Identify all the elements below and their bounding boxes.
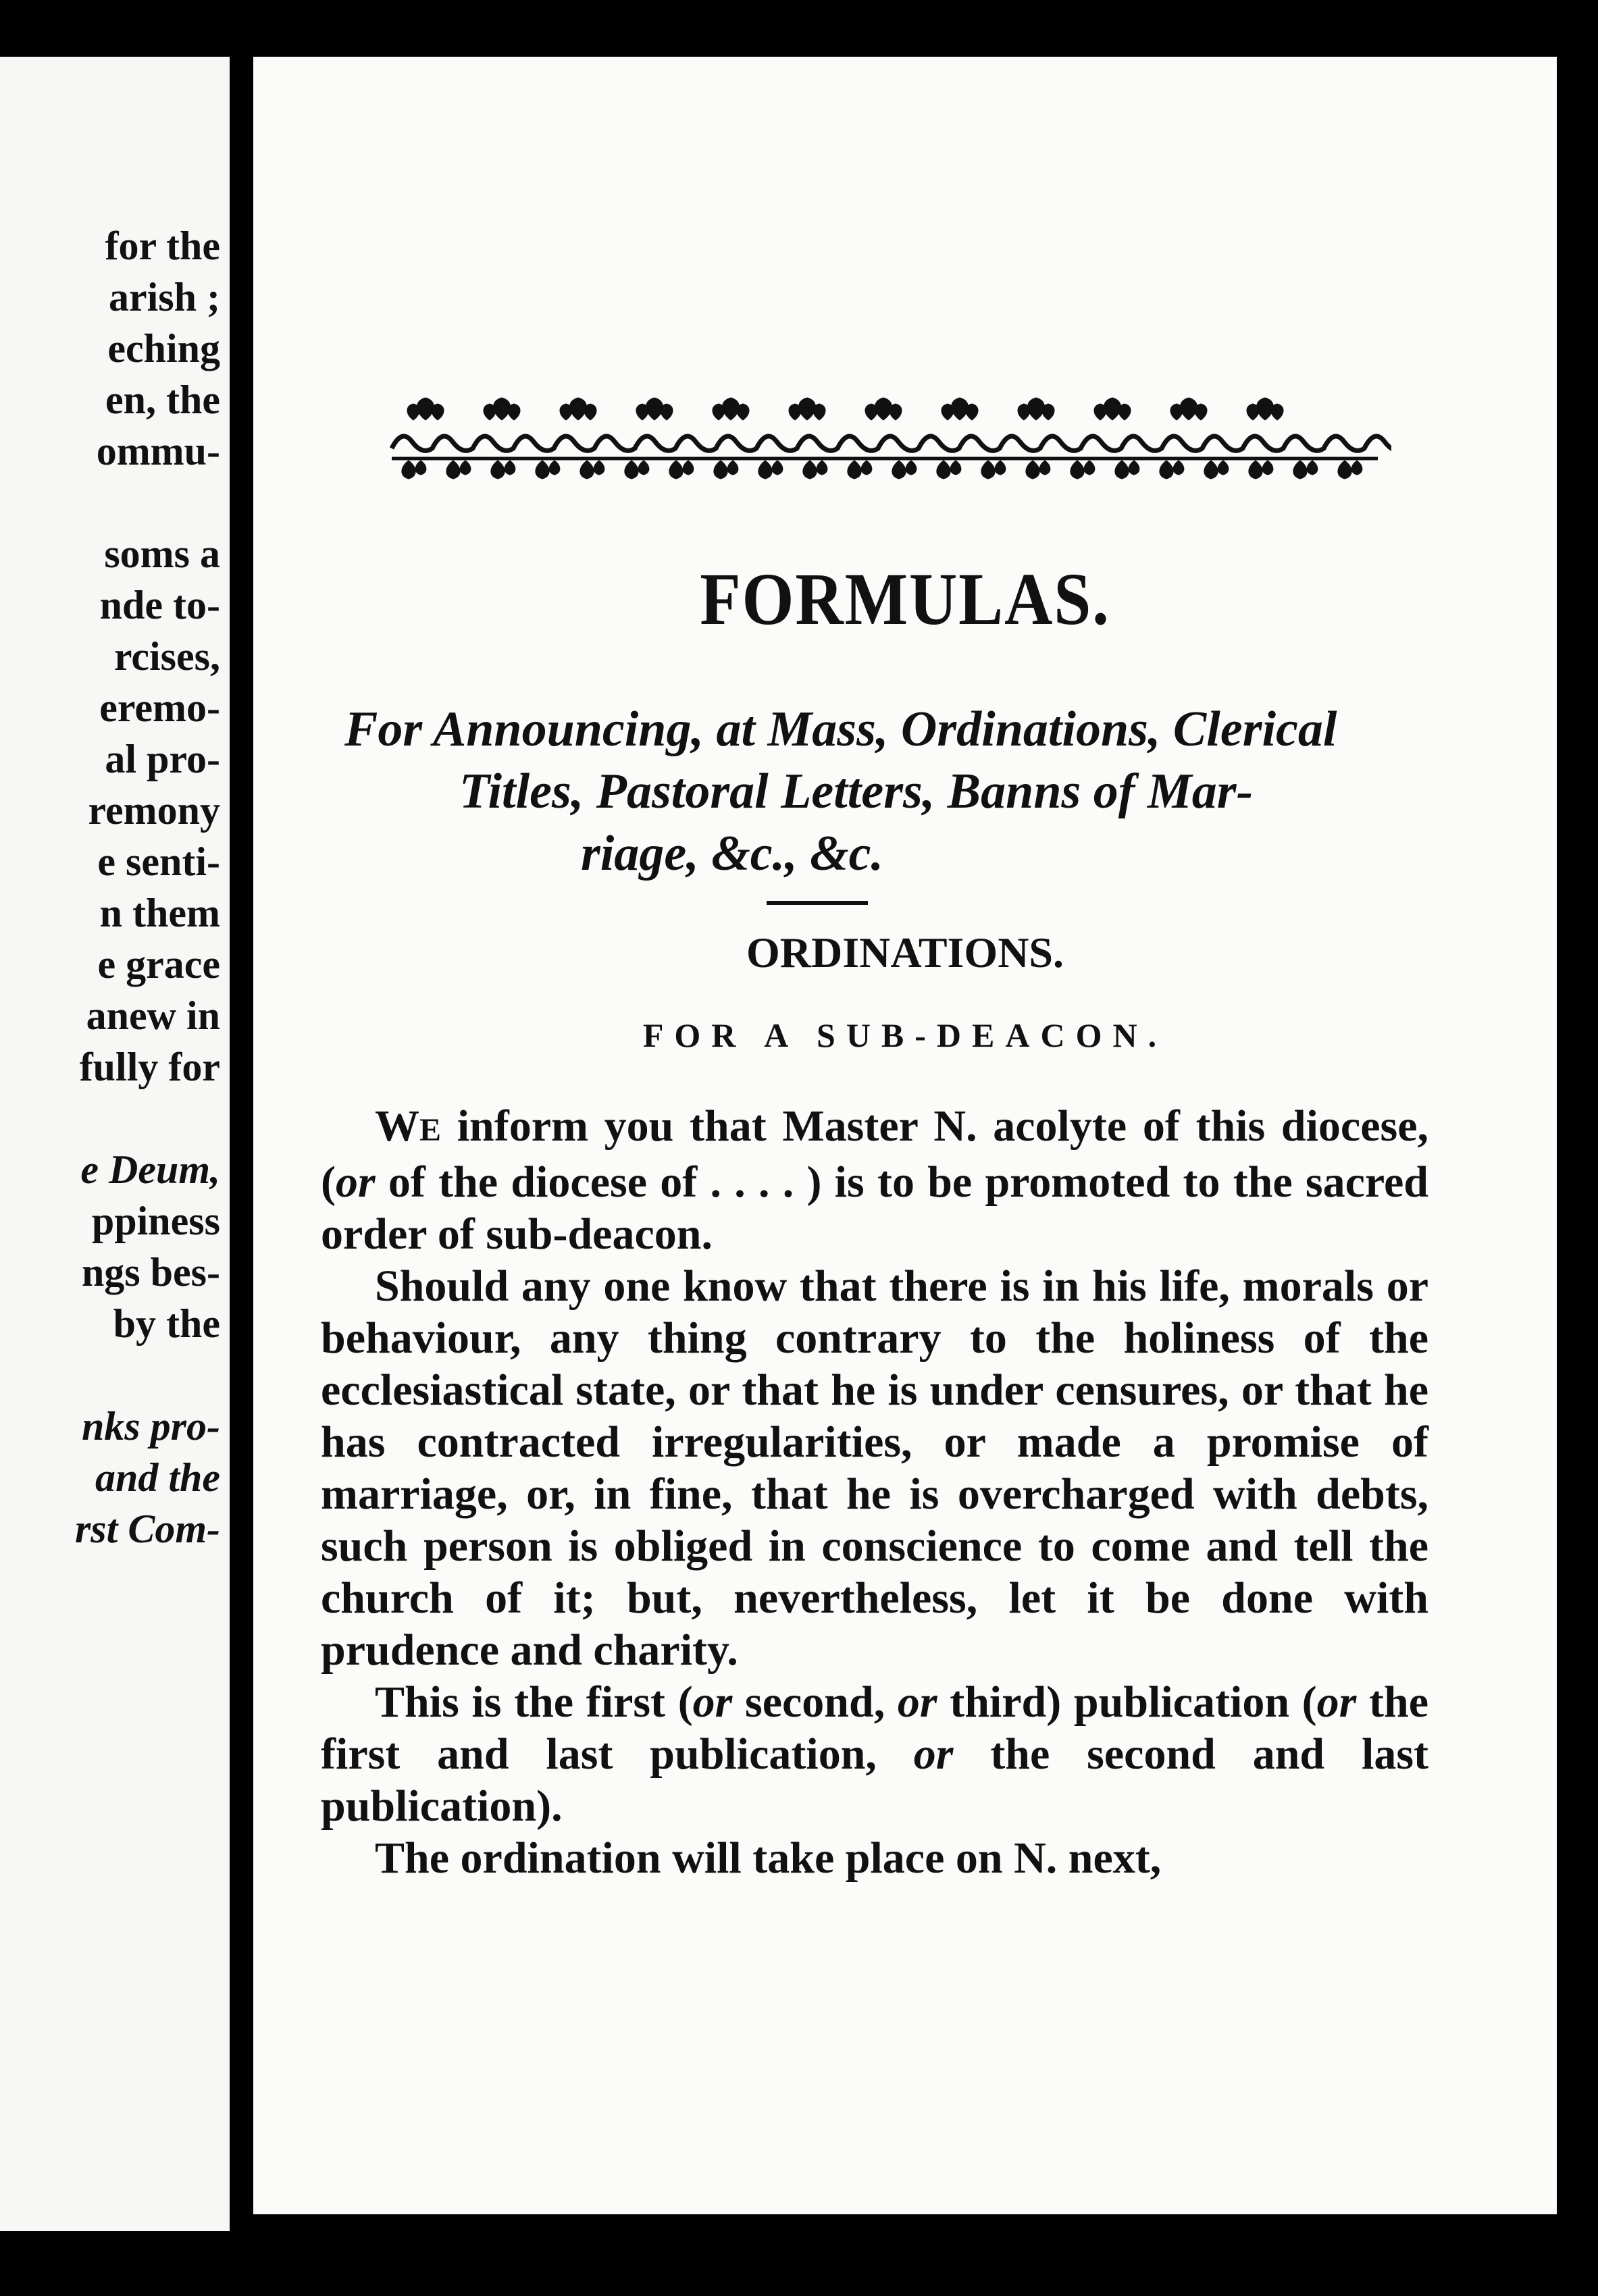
- left-page-line: ngs bes-: [81, 1250, 220, 1295]
- vine-ornament-icon: [378, 340, 1391, 502]
- left-page-line: e Deum,: [80, 1147, 220, 1192]
- paragraph-3-text-b: second,: [732, 1677, 898, 1727]
- paragraph-3-or-4: or: [913, 1729, 954, 1779]
- paragraph-3-text-e: the second and last publication).: [321, 1729, 1428, 1831]
- left-page-line: nde to-: [99, 583, 220, 627]
- left-page-line: e grace: [97, 942, 220, 987]
- left-page-line: ppiness: [91, 1199, 220, 1243]
- left-page-line: for the: [105, 224, 220, 268]
- left-page-line: eching: [107, 326, 220, 371]
- small-caps-letter: E: [419, 1112, 442, 1148]
- paragraph-3-text-d: the first and last publication,: [321, 1677, 1429, 1779]
- paragraph-3-or-3: or: [1316, 1677, 1357, 1727]
- paragraph-1: [321, 1100, 1428, 1260]
- section-heading: ORDINATIONS.: [746, 929, 1064, 976]
- drop-letter: W: [375, 1101, 419, 1151]
- paragraph-3-text-c: third) publication (: [937, 1677, 1317, 1727]
- left-page-line: n them: [99, 891, 220, 935]
- subtitle-line-1: For Announcing, at Mass, Ordinations, Clerical: [344, 702, 1337, 757]
- left-page-line: nks pro-: [81, 1404, 220, 1449]
- left-page-line: arish ;: [109, 275, 220, 319]
- left-page-line: and the: [95, 1455, 220, 1500]
- body-text: [321, 1100, 1428, 1884]
- paragraph-3-or-1: or: [692, 1677, 733, 1727]
- subtitle-line-3: riage, &c., &c.: [581, 826, 884, 881]
- left-page-line: en, the: [105, 377, 220, 422]
- left-page-line: rst Com-: [74, 1507, 220, 1551]
- left-facing-page: [0, 57, 230, 2231]
- left-page-line: fully for: [79, 1045, 220, 1089]
- page-subtitle: [344, 698, 1439, 885]
- page-title: FORMULAS.: [700, 558, 1110, 640]
- paragraph-4: The ordination will take place on N. next,: [375, 1833, 1162, 1883]
- paragraph-3-text-a: This is the first (: [375, 1677, 693, 1727]
- left-page-line: ommu-: [96, 429, 220, 473]
- paragraph-3: [321, 1676, 1428, 1832]
- paragraph-1-or: or: [335, 1157, 376, 1207]
- left-page-line: by the: [113, 1301, 220, 1346]
- left-page-line: soms a: [104, 531, 220, 576]
- book-page: [253, 57, 1557, 2214]
- left-page-line: e senti-: [97, 839, 220, 884]
- subtitle-line-2: Titles, Pastoral Letters, Banns of Mar-: [459, 764, 1254, 819]
- paragraph-1-text-b: of the diocese of . . . . ) is to be promoted to the sacred order of sub-deacon.: [321, 1157, 1428, 1259]
- paragraph-3-or-2: or: [897, 1677, 937, 1727]
- left-page-line: anew in: [86, 993, 220, 1038]
- left-page-line: eremo-: [99, 685, 220, 730]
- left-page-line: rcises,: [113, 634, 220, 679]
- paragraph-1-text-a: inform you that Master N. acolyte of this diocese, (: [321, 1101, 1428, 1207]
- section-divider: [767, 901, 868, 905]
- left-page-line: al pro-: [105, 737, 220, 781]
- paragraph-2: Should any one know that there is in his life, morals or behaviour, any thing contrary to the holiness of the ecclesiastical state, or that he is under censures, or that he has contracted irregularities, or made a promise of marriage, or, in fine, that he is overcharged with debts, such person is obliged in conscience to come and tell the church of it; but, nevertheless, let it be done with prudence and charity.: [321, 1261, 1428, 1675]
- sub-heading: FOR A SUB-DEACON.: [642, 1016, 1168, 1054]
- left-page-line: remony: [88, 788, 220, 833]
